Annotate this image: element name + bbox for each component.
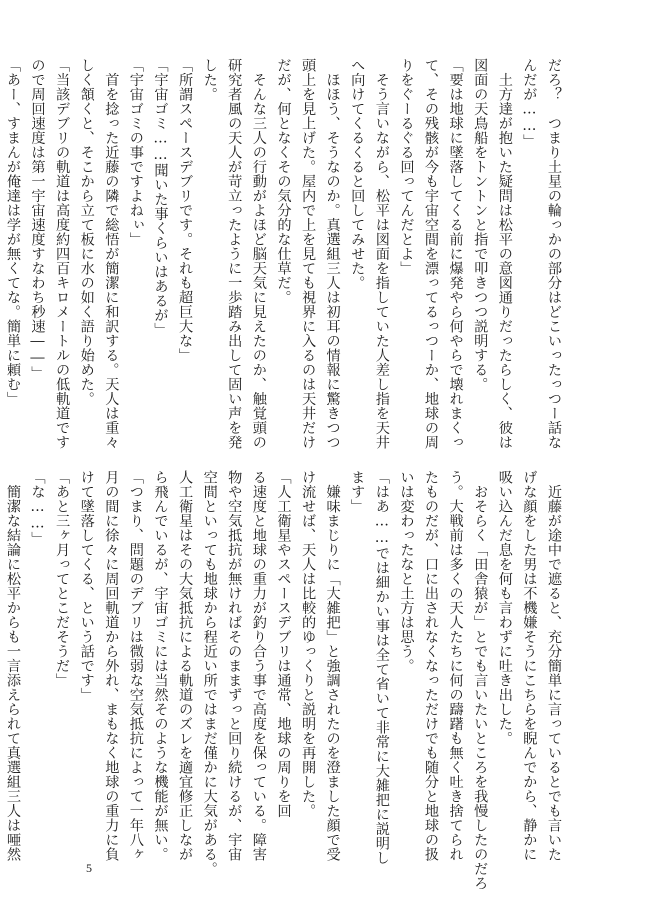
text-line: たものだが、口に出されなくなっただけでも随分と地球の扱 (423, 470, 440, 862)
text-line: へ向けてくるくると回してみせた。 (349, 58, 366, 290)
text-line: 「要は地球に墜落してくる前に爆発やら何やらで壊れまくっ (447, 58, 464, 450)
text-line: 「所謂スペースデブリです。それも超巨大な」 (177, 58, 194, 363)
text-line: 「はあ……では細かい事は全て省いて非常に大雑把に説明し (373, 470, 390, 866)
text-line: しく頷くと、そこから立て板に水の如く語り始めた。 (78, 58, 95, 406)
text-line: 首を捻った近藤の隣で総悟が簡潔に和訳する。天人は重々 (103, 58, 120, 450)
text-line: 「人工衛星やスペースデブリは通常、地球の周りを回 (275, 470, 292, 818)
text-line: そう言いながら、松平は図面を指していた人差し指を天井 (373, 58, 390, 450)
text-line: りをぐーるぐる回ってんだとよ」 (398, 58, 415, 276)
text-line: ます」 (349, 470, 366, 514)
text-line: した。 (201, 58, 218, 102)
text-line: 吸い込んだ息を何も言わずに吐き出した。 (496, 470, 513, 746)
text-line: る速度と地球の重力が釣り合う事で高度を保っている。障害 (250, 470, 267, 862)
text-line: 「宇宙ゴミ……聞いた事くらいはあるが」 (152, 58, 169, 338)
text-line: 嫌味まじりに「大雑把」と強調されたのを澄ました顔で受 (324, 470, 341, 862)
text-line: 研究者風の天人が苛立ったように一歩踏み出して固い声を発 (226, 58, 243, 450)
text-line: 物や空気抵抗が無ければそのままずっと回り続けるが、宇宙 (226, 470, 243, 862)
text-block-top (4, 58, 566, 450)
text-line: そんな三人の行動がよほど脳天気に見えたのか、触覚頭の (250, 58, 267, 450)
text-line: 空間といっても地球から程近い所ではまだ僅かに大気がある。 (201, 470, 218, 876)
text-line: だが、何となくその気分的な仕草だ。 (275, 58, 292, 305)
text-line: だろ？ つまり土星の輪っかの部分はどこいったっつー話な (546, 58, 562, 450)
text-line: う。大戦前は多くの天人たちに何の躊躇も無く吐き捨てられ (447, 470, 464, 862)
text-line: 近藤が途中で遮ると、充分簡単に言っているとでも言いた (546, 470, 562, 862)
text-line: 「あー、すまんが俺達は学が無くてな。簡単に頼む」 (4, 58, 21, 406)
text-line: 「宇宙ゴミの事ですよねぃ」 (127, 58, 144, 247)
text-line: 「あと三ヶ月ってとこだそうだ」 (54, 470, 71, 688)
text-line: ほほう、そうなのか。真選組三人は初耳の情報に驚きつつ (324, 58, 341, 450)
text-line: 「当該デブリの軌道は高度約四百キロメートルの低軌道です (54, 58, 71, 450)
text-line: 「つまり、問題のデブリは微弱な空気抵抗によって一年八ヶ (127, 470, 144, 862)
text-line: 図面の天鳥船をトントンと指で叩きつつ説明する。 (472, 58, 489, 392)
text-line: 「な……」 (29, 470, 46, 547)
text-line: んだが……」 (521, 58, 538, 149)
text-line: 頭上を見上げた。屋内で上を見ても視界に入るのは天井だけ (300, 58, 317, 450)
text-line: て、その残骸が今も宇宙空間を漂ってるっつーか、地球の周 (423, 58, 440, 450)
text-block-bottom (4, 470, 566, 891)
text-line: ので周回速度は第一宇宙速度すなわち秒速――」 (29, 58, 46, 381)
text-line: げな顔をした男は不機嫌そうにこちらを睨んでから、静かに (521, 470, 538, 862)
page-number: 5 (86, 861, 92, 875)
text-line: おそらく「田舎猿が」とでも言いたいところを我慢したのだろ (472, 470, 489, 891)
text-line: ら飛んでいるが、宇宙ゴミには当然そのような機能が無い。 (152, 470, 169, 862)
text-line: 簡潔な結論に松平からも一言添えられて真選組三人は唖然 (4, 470, 21, 862)
text-line: 人工衛星はその大気抵抗による軌道のズレを適宜修正しなが (177, 470, 194, 862)
text-line: 土方達が抱いた疑問は松平の意図通りだったらしく、彼は (496, 58, 513, 450)
text-line: けて墜落してくる、という話です」 (78, 470, 95, 702)
text-line: いは変わったなと土方は思う。 (398, 470, 415, 673)
text-line: け流せば、天人は比較的ゆっくりと説明を再開した。 (300, 470, 317, 818)
text-line: 月の間に徐々に周回軌道から外れ、まもなく地球の重力に負 (103, 470, 120, 862)
